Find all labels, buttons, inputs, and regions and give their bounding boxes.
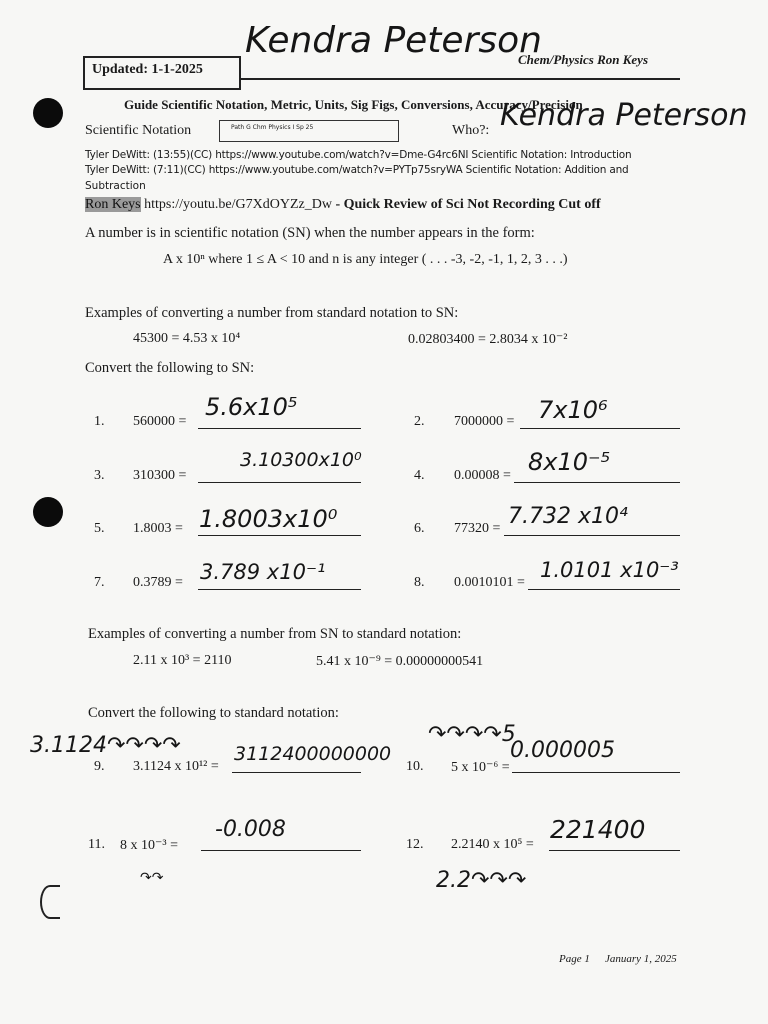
answer-line — [198, 482, 361, 483]
problem-question: 0.00008 = — [454, 468, 511, 483]
answer-line — [514, 482, 680, 483]
problem-question: 8 x 10⁻³ = — [120, 838, 178, 853]
path-box-text: Path G Chm Physics I Sp 25 — [231, 124, 314, 131]
examples-to-sn-heading: Examples of converting a number from standard notation to SN: — [85, 305, 459, 321]
sn-form: A x 10ⁿ where 1 ≤ A < 10 and n is any integer ( . . . -3, -2, -1, 1, 2, 3 . . .) — [163, 252, 568, 267]
ron-keys-link[interactable]: https://youtu.be/G7XdOYZz_Dw — [144, 197, 332, 212]
problem-question: 0.0010101 = — [454, 575, 525, 590]
answer-handwritten: 1.8003x10⁰ — [199, 505, 338, 533]
section-label: Scientific Notation — [85, 123, 192, 138]
problem-number: 8. — [414, 575, 425, 590]
problem-number: 12. — [406, 837, 424, 852]
answer-line — [198, 589, 361, 590]
example-from-sn-2: 5.41 x 10⁻⁹ = 0.00000000541 — [316, 654, 484, 669]
problem-question: 560000 = — [133, 414, 187, 429]
answer-line — [201, 850, 361, 851]
problem-number: 7. — [94, 575, 105, 590]
answer-handwritten: 3.789 x10⁻¹ — [200, 560, 326, 584]
problem-number: 6. — [414, 521, 425, 536]
problem-question: 2.2140 x 10⁵ = — [451, 837, 534, 852]
problem-number: 5. — [94, 521, 105, 536]
example-to-sn-1: 45300 = 4.53 x 10⁴ — [133, 331, 241, 346]
page-number: Page 1 — [559, 953, 590, 965]
problem-number: 4. — [414, 468, 425, 483]
scratch-work: 3.1124↷↷↷↷ — [30, 733, 181, 758]
problem-number: 3. — [94, 468, 105, 483]
scratch-work: ↷↷ — [140, 870, 164, 886]
problem-question: 77320 = — [454, 521, 501, 536]
answer-handwritten: 0.000005 — [510, 738, 615, 763]
course-label: Chem/Physics Ron Keys — [518, 52, 649, 67]
answer-line — [504, 535, 680, 536]
answer-line — [198, 535, 361, 536]
video-link-2[interactable]: Tyler DeWitt: (7:11)(CC) https://www.youtube.com/watch?v=PYTp75sryWA Scientific Notation: Addition and — [85, 164, 629, 176]
problem-question: 0.3789 = — [133, 575, 183, 590]
convert-to-sn-heading: Convert the following to SN: — [85, 360, 255, 376]
problem-question: 310300 = — [133, 468, 187, 483]
problem-number: 10. — [406, 759, 424, 774]
answer-line — [198, 428, 361, 429]
examples-from-sn-heading: Examples of converting a number from SN to standard notation: — [88, 626, 462, 642]
answer-handwritten: 221400 — [550, 815, 646, 844]
answer-handwritten: 7.732 x10⁴ — [508, 504, 628, 529]
example-from-sn-1: 2.11 x 10³ = 2110 — [133, 653, 232, 668]
punch-hole-bottom — [40, 885, 60, 919]
problem-number: 9. — [94, 759, 105, 774]
answer-line — [232, 772, 361, 773]
answer-handwritten: 5.6x10⁵ — [205, 393, 298, 421]
problem-number: 1. — [94, 414, 105, 429]
problem-question: 5 x 10⁻⁶ = — [451, 760, 510, 775]
answer-line — [549, 850, 680, 851]
problem-question: 1.8003 = — [133, 521, 183, 536]
punch-hole-middle — [33, 497, 63, 527]
answer-line — [520, 428, 680, 429]
scratch-work: 2.2↷↷↷ — [436, 868, 527, 893]
punch-hole-top — [33, 98, 63, 128]
answer-handwritten: -0.008 — [215, 817, 286, 842]
ron-keys-desc: - Quick Review of Sci Not Recording Cut off — [335, 197, 601, 212]
example-to-sn-2: 0.02803400 = 2.8034 x 10⁻² — [408, 332, 568, 347]
answer-handwritten: 3.10300x10⁰ — [240, 449, 362, 471]
ron-keys-row — [85, 197, 601, 213]
answer-line — [528, 589, 680, 590]
header-rule — [240, 78, 680, 80]
answer-handwritten: 1.0101 x10⁻³ — [540, 558, 679, 582]
video-link-2-cont: Subtraction — [85, 180, 146, 192]
who-signature: Kendra Peterson — [500, 98, 748, 133]
answer-line — [512, 772, 680, 773]
convert-to-standard-heading: Convert the following to standard notation: — [88, 705, 339, 721]
footer-date: January 1, 2025 — [605, 953, 677, 965]
problem-question: 3.1124 x 10¹² = — [133, 759, 219, 774]
answer-handwritten: 8x10⁻⁵ — [528, 448, 611, 476]
answer-handwritten: 3112400000000 — [234, 743, 392, 765]
sn-definition: A number is in scientific notation (SN) when the number appears in the form: — [85, 225, 535, 241]
page-title: Guide Scientific Notation, Metric, Units, Sig Figs, Conversions, Accuracy/Precision — [124, 97, 583, 112]
scratch-work: ↷↷↷↷5 — [428, 722, 516, 747]
answer-handwritten: 7x10⁶ — [538, 396, 608, 424]
problem-number: 11. — [88, 837, 105, 852]
updated-text: Updated: 1-1-2025 — [92, 62, 203, 77]
ron-keys-name: Ron Keys — [85, 197, 141, 212]
student-signature: Kendra Peterson — [245, 20, 542, 61]
who-label: Who?: — [452, 123, 490, 138]
video-link-1[interactable]: Tyler DeWitt: (13:55)(CC) https://www.youtube.com/watch?v=Dme-G4rc6NI Scientific Notation: Introduction — [85, 149, 632, 161]
problem-question: 7000000 = — [454, 414, 515, 429]
problem-number: 2. — [414, 414, 425, 429]
